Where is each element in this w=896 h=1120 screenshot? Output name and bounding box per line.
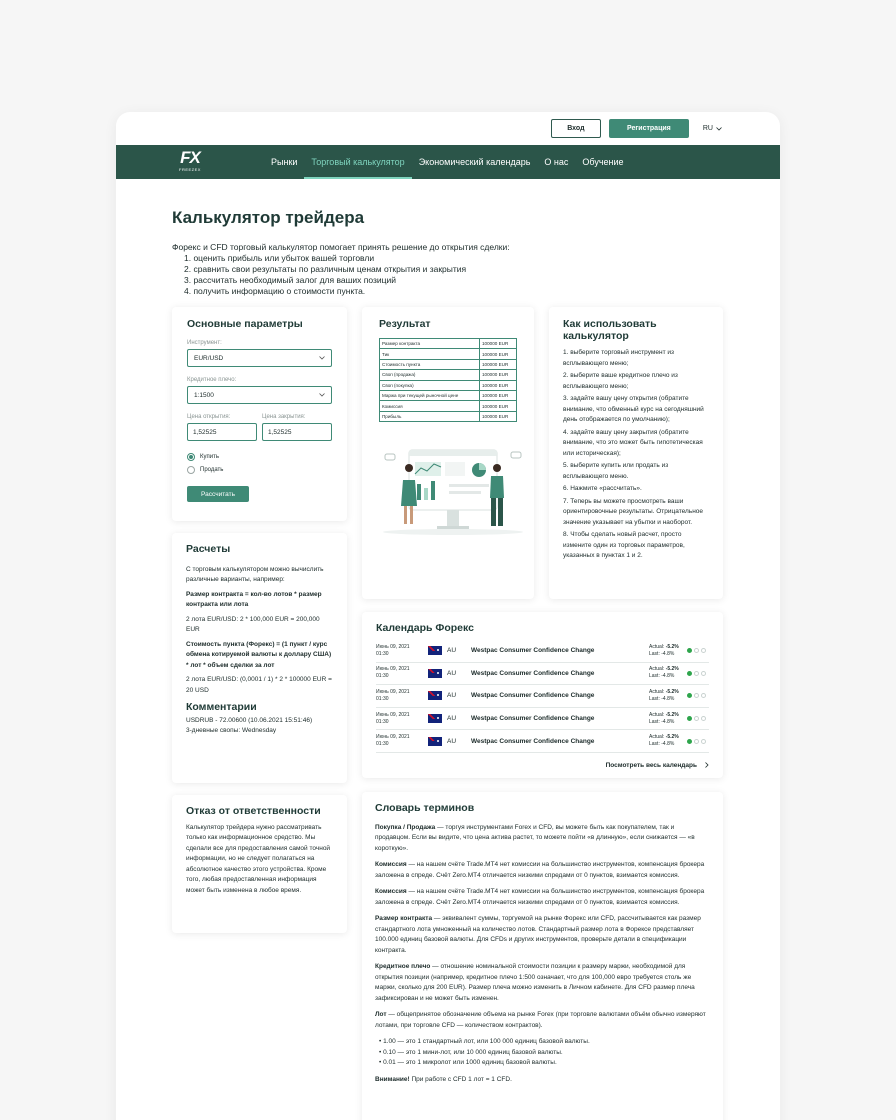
impact-dot-icon [687, 716, 692, 721]
last-label: Last: [649, 741, 660, 748]
country-code: AU [447, 715, 457, 723]
impact-dots [687, 693, 706, 698]
nav-trading-calculator[interactable]: Торговый калькулятор [304, 145, 411, 179]
actual-label: Actual: [649, 688, 665, 695]
table-row [380, 339, 517, 349]
howto-step: 6. Нажмите «рассчитать». [563, 485, 642, 492]
impact-dot-icon [694, 648, 699, 653]
event-title: Westpac Consumer Confidence Change [471, 715, 595, 723]
actual-line [649, 689, 687, 696]
event-values [649, 734, 687, 748]
last-label: Last: [649, 695, 660, 702]
chevron-down-icon [319, 356, 325, 360]
impact-dot-icon [687, 671, 692, 676]
impact-dot-icon [701, 716, 706, 721]
buy-radio[interactable] [187, 453, 332, 461]
leverage-label: Кредитное плечо: [187, 377, 237, 383]
result-name: Тик [380, 349, 480, 359]
impact-dot-icon [701, 671, 706, 676]
actual-line [649, 644, 687, 651]
logo-mark: FX [180, 148, 200, 167]
main-content [172, 208, 732, 297]
last-label: Last: [649, 718, 660, 725]
result-name: Маржа при текущей рыночной цене [380, 390, 480, 400]
example-contract: 2 лота EUR/USD: 2 * 100,000 EUR = 200,000 EUR [186, 615, 320, 633]
impact-dot-icon [701, 739, 706, 744]
actual-value: -5.2% [665, 711, 679, 718]
last-line [649, 696, 687, 703]
table-row [380, 349, 517, 359]
actual-label: Actual: [649, 666, 665, 673]
actual-line [649, 734, 687, 741]
comment-swaps: 3-дневные свопы: Wednesday [186, 727, 277, 734]
lot-list [379, 1037, 710, 1069]
table-row[interactable] [376, 708, 709, 731]
result-value: 100000 EUR [480, 370, 517, 380]
last-label: Last: [649, 673, 660, 680]
result-value: 100000 EUR [480, 349, 517, 359]
impact-dot-icon [701, 648, 706, 653]
glossary-card [362, 792, 723, 1120]
howto-step: 4. задайте вашу цену закрытия (обратите внимание, что это может быть гипотетическая или историческая); [563, 428, 703, 457]
event-time: 01:30 [376, 673, 389, 680]
calendar-title: Календарь Форекс [376, 622, 474, 634]
result-value: 100000 EUR [480, 390, 517, 400]
actual-line [649, 712, 687, 719]
impact-dots [687, 671, 706, 676]
close-price-label: Цена закрытия: [262, 414, 306, 420]
country-code: AU [447, 669, 457, 677]
event-date: Июнь 09, 2021 [376, 666, 410, 673]
event-date: Июнь 09, 2021 [376, 688, 410, 695]
impact-dot-icon [694, 693, 699, 698]
australia-flag-icon [428, 714, 442, 723]
intro-list-item: 1. оценить прибыль или убыток вашей торговли [184, 253, 375, 263]
howto-title: Как использовать калькулятор [563, 318, 657, 342]
table-row[interactable] [376, 685, 709, 708]
warning-term: Внимание! [375, 1075, 410, 1083]
login-button[interactable]: Вход [551, 119, 601, 138]
chevron-down-icon [319, 393, 325, 397]
result-name: Своп (продажа) [380, 370, 480, 380]
chevron-down-icon [716, 127, 722, 131]
glossary-definition: — эквивалент суммы, торгуемой на рынке Форекс или CFD, рассчитывается как размер стандартного лота умноженный на количество лотов. Стандартный размер лота в Форексе представляет 100.000 единиц базовой валюты. Для CFDs и других инструментов, проверьте детали в спецификации контракта. [375, 915, 701, 954]
result-value: 100000 EUR [480, 359, 517, 369]
event-title: Westpac Consumer Confidence Change [471, 737, 595, 745]
calculate-button[interactable]: Рассчитать [187, 486, 249, 502]
event-title: Westpac Consumer Confidence Change [471, 692, 595, 700]
event-time: 01:30 [376, 741, 389, 748]
result-name: Прибыль [380, 411, 480, 421]
calculations-title: Расчеты [186, 543, 231, 555]
page-frame [116, 112, 780, 1120]
disclaimer-text: Калькулятор трейдера нужно рассматривать только как информационное средство. Мы сделали все для предоставления самой точной информации, но не следует полагаться на абсолютное качество этого устройства. Кроме того, любая предоставленная информация может быть изменена в любое время. [186, 823, 331, 894]
table-row [380, 370, 517, 380]
chevron-right-icon [705, 762, 709, 768]
impact-dot-icon [687, 648, 692, 653]
table-row [380, 411, 517, 421]
impact-dots [687, 716, 706, 721]
logo-name: FREEZEX [179, 167, 201, 172]
glossary-title: Словарь терминов [375, 802, 475, 814]
open-price-input[interactable]: 1,52525 [187, 423, 257, 441]
calendar-date [376, 734, 428, 748]
country-code: AU [447, 692, 457, 700]
country-code: AU [447, 647, 457, 655]
intro-list-item: 3. рассчитать необходимый залог для ваших позиций [184, 275, 397, 285]
calendar-date [376, 644, 428, 658]
intro-list-item: 4. получить информацию о стоимости пункта. [184, 286, 366, 296]
result-value: 100000 EUR [480, 401, 517, 411]
nav-economic-calendar[interactable]: Экономический календарь [418, 157, 531, 167]
result-table [379, 338, 517, 422]
warning-text: При работе с CFD 1 лот = 1 CFD. [409, 1075, 512, 1083]
actual-label: Actual: [649, 711, 665, 718]
radio-checked-icon [187, 453, 195, 461]
table-row [380, 359, 517, 369]
glossary-definition: — общепринятое обозначение объема на рынке Forex (при торговле валютами объём обычно измеряют лотами, при торговле CFD — количеством контрактов). [375, 1011, 706, 1029]
nav-markets[interactable]: Рынки [271, 157, 298, 167]
glossary-term: Покупка / Продажа [375, 823, 436, 831]
glossary-term: Комиссия [375, 888, 407, 895]
actual-value: -5.2% [665, 643, 679, 650]
glossary-definition: — на нашем счёте Trade.MT4 нет комиссии на большинство инструментов, компенсация брокера заложена в спреде. Счёт Zero.MT4 отличается низкими спредами от 0 пунктов, взимается комиссия. [375, 888, 705, 906]
event-date: Июнь 09, 2021 [376, 734, 410, 741]
howto-card [549, 307, 723, 599]
intro-block [172, 242, 732, 297]
howto-step: 8. Чтобы сделать новый расчет, просто измените один из торговых параметров, указанных в пунктах 1 и 2. [563, 531, 685, 559]
see-all-calendar-link[interactable] [376, 762, 709, 769]
event-time: 01:30 [376, 718, 389, 725]
nav-education[interactable]: Обучение [582, 157, 624, 167]
last-value: -4.8% [661, 673, 675, 680]
result-card [362, 307, 534, 599]
last-line [649, 719, 687, 726]
table-row [380, 401, 517, 411]
last-value: -4.8% [661, 695, 675, 702]
glossary-entry [375, 823, 710, 855]
list-item: • 0.01 — это 1 микролот или 1000 единиц базовой валюты. [379, 1058, 710, 1069]
impact-dot-icon [701, 693, 706, 698]
last-value: -4.8% [661, 741, 675, 748]
event-date: Июнь 09, 2021 [376, 643, 410, 650]
close-price-input[interactable]: 1,52525 [262, 423, 332, 441]
actual-label: Actual: [649, 643, 665, 650]
sell-radio[interactable] [187, 466, 332, 474]
actual-label: Actual: [649, 734, 665, 741]
last-line [649, 673, 687, 680]
analytics-illustration [379, 446, 527, 536]
actual-value: -5.2% [665, 688, 679, 695]
result-value: 100000 EUR [480, 339, 517, 349]
intro-list [184, 253, 732, 297]
country-code: AU [447, 737, 457, 745]
impact-dot-icon [694, 671, 699, 676]
table-row[interactable] [376, 663, 709, 686]
disclaimer-title: Отказ от ответственности [186, 805, 321, 817]
list-item: • 1.00 — это 1 стандартный лот, или 100 000 единиц базовой валюты. [379, 1037, 710, 1048]
impact-dot-icon [694, 716, 699, 721]
instrument-select[interactable] [187, 349, 332, 367]
glossary-definition: — отношение номинальной стоимости позиции к размеру маржи, необходимой для открытия позиции (например, кредитное плечо 1:500 означает, что для 100,000 евро требуется столь же маржи, сколько для 200 EUR). Размер плеча можно изменить в Личном кабинете. Для CFD размер плеча зафиксирован и не может быть изменен. [375, 963, 695, 1002]
leverage-select[interactable] [187, 386, 332, 404]
calendar-date [376, 689, 428, 703]
result-name: Стоимость пункта [380, 359, 480, 369]
australia-flag-icon [428, 669, 442, 678]
impact-dot-icon [694, 739, 699, 744]
glossary-entry [375, 1010, 710, 1031]
nav-about[interactable]: О нас [544, 157, 569, 167]
params-title: Основные параметры [187, 318, 303, 330]
glossary-term: Лот [375, 1011, 387, 1018]
table-row [380, 390, 517, 400]
calculations-intro: С торговым калькулятором можно вычислить различные варианты, например: [186, 565, 324, 583]
glossary-term: Кредитное плечо [375, 963, 431, 970]
event-values [649, 666, 687, 680]
disclaimer-card [172, 795, 347, 933]
impact-dot-icon [687, 693, 692, 698]
event-values [649, 712, 687, 726]
result-name: Размер контракта [380, 339, 480, 349]
table-row[interactable] [376, 640, 709, 663]
formula-pip: Стоимость пункта (Форекс) = (1 пункт / курс обмена котируемой валюты к доллару США) * лот * объем сделки за лот [186, 640, 332, 669]
formula-contract: Размер контракта = кол-во лотов * размер контракта или лота [186, 590, 322, 608]
calendar-date [376, 712, 428, 726]
table-row[interactable] [376, 730, 709, 753]
howto-step: 3. задайте вашу цену открытия (обратите внимание, что обменный курс на сегодняшний день отображается по умолчанию); [563, 395, 704, 423]
list-item: • 0.10 — это 1 мини-лот, или 10 000 единиц базовой валюты. [379, 1048, 710, 1059]
event-date: Июнь 09, 2021 [376, 711, 410, 718]
buy-label: Купить [200, 454, 219, 460]
last-line [649, 741, 687, 748]
main-nav [116, 145, 780, 179]
glossary-definition: — торгуя инструментами Forex и CFD, вы можете быть как покупателем, так и продавцом. Если вы видите, что цена актива растет, то можете пойти «в длинную», если снижается — «в короткую». [375, 823, 695, 852]
glossary-term: Размер контракта [375, 915, 433, 922]
howto-step: 1. выберите торговый инструмент из всплывающего меню; [563, 349, 674, 367]
sell-label: Продать [200, 467, 224, 473]
last-line [649, 651, 687, 658]
howto-step: 2. выберите ваше кредитное плечо из всплывающего меню; [563, 372, 678, 390]
radio-unchecked-icon [187, 466, 195, 474]
australia-flag-icon [428, 691, 442, 700]
calendar-date [376, 666, 428, 680]
result-name: Комиссия [380, 401, 480, 411]
result-title: Результат [379, 318, 431, 330]
calculations-card [172, 533, 347, 783]
glossary-term: Комиссия [375, 861, 407, 868]
last-label: Last: [649, 650, 660, 657]
intro-text: Форекс и CFD торговый калькулятор помогает принять решение до открытия сделки: [172, 242, 510, 252]
result-name: Своп (покупка) [380, 380, 480, 390]
event-title: Westpac Consumer Confidence Change [471, 669, 595, 677]
glossary-entry [375, 887, 710, 908]
event-time: 01:30 [376, 650, 389, 657]
howto-step: 7. Теперь вы можете просмотреть ваши ориентировочные результаты. Отрицательное значение указывает на убытки и наоборот. [563, 497, 704, 526]
params-card [172, 307, 347, 521]
last-value: -4.8% [661, 650, 675, 657]
australia-flag-icon [428, 737, 442, 746]
page-title: Калькулятор трейдера [172, 208, 365, 227]
leverage-value: 1:1500 [194, 391, 214, 399]
glossary-definition: — на нашем счёте Trade.MT4 нет комиссии на большинство инструментов, компенсация брокера заложена в спреде. Счёт Zero.MT4 отличается низкими спредами от 0 пунктов, взимается комиссия. [375, 861, 705, 879]
example-pip: 2 лота EUR/USD: (0,0001 / 1) * 2 * 100000 EUR = 20 USD [186, 676, 332, 694]
event-values [649, 644, 687, 658]
australia-flag-icon [428, 646, 442, 655]
actual-line [649, 666, 687, 673]
register-button[interactable]: Регистрация [609, 119, 689, 138]
top-bar [116, 112, 780, 145]
event-time: 01:30 [376, 695, 389, 702]
instrument-label: Инструмент: [187, 340, 222, 346]
glossary-entry [375, 962, 710, 1004]
impact-dot-icon [687, 739, 692, 744]
logo[interactable] [176, 149, 204, 175]
forex-calendar-card [362, 612, 723, 778]
result-value: 100000 EUR [480, 380, 517, 390]
intro-list-item: 2. сравнить свои результаты по различным ценам открытия и закрытия [184, 264, 467, 274]
table-row [380, 380, 517, 390]
comments-title: Комментарии [186, 701, 257, 713]
language-label: RU [702, 125, 713, 132]
howto-step: 5. выберите купить или продать из всплывающего меню. [563, 462, 669, 480]
glossary-entry [375, 860, 710, 881]
glossary-warning [375, 1075, 710, 1086]
impact-dots [687, 739, 706, 744]
result-value: 100000 EUR [480, 411, 517, 421]
comment-rate: USDRUB - 72.00600 (10.06.2021 15:51:46) [186, 716, 313, 724]
impact-dots [687, 648, 706, 653]
glossary-entry [375, 914, 710, 956]
last-value: -4.8% [661, 718, 675, 725]
actual-value: -5.2% [665, 666, 679, 673]
event-title: Westpac Consumer Confidence Change [471, 647, 595, 655]
language-selector[interactable] [703, 125, 722, 132]
actual-value: -5.2% [665, 734, 679, 741]
open-price-label: Цена открытия: [187, 414, 231, 420]
instrument-value: EUR/USD [194, 354, 224, 362]
see-all-label: Посмотреть весь календарь [605, 761, 697, 769]
event-values [649, 689, 687, 703]
